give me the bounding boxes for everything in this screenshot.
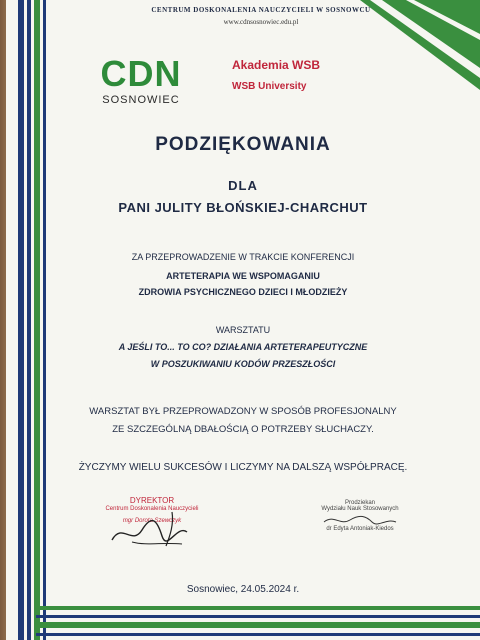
border-band [36,622,480,628]
conference-title-line2: ZDROWIA PSYCHICZNEGO DZIECI I MŁODZIEŻY [138,287,348,297]
handwritten-signature-icon [320,510,400,530]
organization-name: CENTRUM DOSKONALENIA NAUCZYCIELI W SOSNOWCU [151,6,371,14]
workshop-label: WARSZTATU [215,325,271,335]
border-stripe [43,0,46,640]
dla-label: DLA [228,178,258,193]
border-stripe [34,0,40,640]
handwritten-signature-icon [102,502,202,552]
conference-intro: ZA PRZEPROWADZENIE W TRAKCIE KONFERENCJI [131,252,355,262]
workshop-title-line1: A JEŚLI TO... TO CO? DZIAŁANIA ARTETERAPEUTYCZNE [118,342,368,352]
website-url: www.cdnsosnowiec.edu.pl [223,18,299,26]
border-stripe [18,0,24,640]
cdn-logo-subtext: SOSNOWIEC [102,94,180,106]
border-band [36,606,480,610]
border-stripe [27,0,31,640]
border-band [36,615,480,618]
certificate-sheet [6,0,480,640]
wsb-logo [232,58,322,92]
bottom-border [36,604,480,640]
praise-line2: ZE SZCZEGÓLNĄ DBAŁOŚCIĄ O POTRZEBY SŁUCHACZY. [112,424,374,435]
wsb-logo-line1: Akademia WSB [232,58,321,72]
closing-wish: ŻYCZYMY WIELU SUKCESÓW I LICZYMY NA DALSZĄ WSPÓŁPRACĘ. [78,462,408,473]
signatory-org: Centrum Doskonalenia Nauczycieli [105,506,199,512]
cdn-logo [86,53,196,106]
signatory-name: dr Edyta Antoniak-Kiedos [326,526,394,532]
signature-block-right [300,500,420,560]
border-band [36,633,480,636]
signatory-role: Prodziekan [344,500,376,506]
signatory-name: mgr Dorota Szewczyk [122,518,182,524]
praise-line1: WARSZTAT BYŁ PRZEPROWADZONY W SPOSÓB PROFESJONALNY [89,406,397,417]
cdn-logo-text: CDN [100,53,182,94]
wsb-logo-line2: WSB University [232,81,307,92]
signatory-org: Wydziału Nauk Stosowanych [321,506,399,512]
workshop-title-line2: W POSZUKIWANIU KODÓW PRZESZŁOŚCI [150,359,336,369]
conference-title-line1: ARTETERAPIA WE WSPOMAGANIU [166,271,320,281]
wsb-logo-tagline [232,73,322,77]
issue-date: Sosnowiec, 24.05.2024 r. [186,584,300,595]
certificate-title: PODZIĘKOWANIA [155,134,331,155]
recipient-name: PANI JULITY BŁOŃSKIEJ-CHARCHUT [118,200,368,215]
signatory-role: DYREKTOR [129,496,175,505]
signature-block-left [82,496,222,556]
